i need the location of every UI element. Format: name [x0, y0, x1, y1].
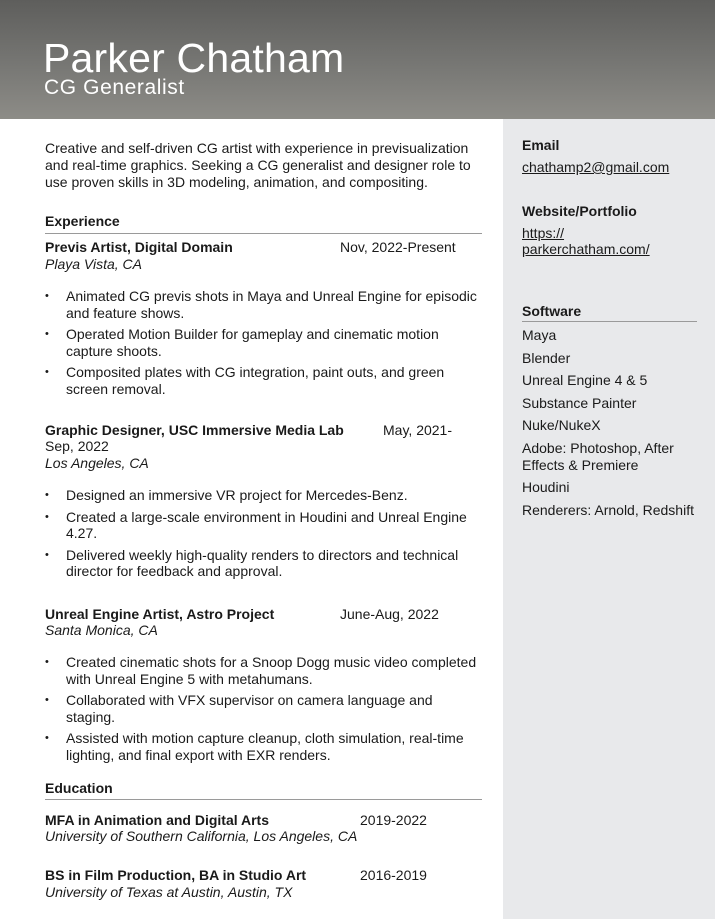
- software-item: Blender: [522, 349, 571, 366]
- candidate-name: Parker Chatham: [43, 35, 345, 81]
- contact-sidebar: [503, 119, 715, 919]
- software-item: Unreal Engine 4 & 5: [522, 372, 648, 388]
- bullet-item: • Collaborated with VFX supervisor on camera language and staging.: [45, 692, 480, 725]
- degree-title: MFA in Animation and Digital Arts: [45, 812, 269, 828]
- degree-title: BS in Film Production, BA in Studio Art: [45, 867, 307, 883]
- job-title: Graphic Designer, USC Immersive Media Lab: [45, 422, 344, 438]
- job-title: Previs Artist, Digital Domain: [45, 239, 233, 255]
- website-link-line1[interactable]: https://: [522, 225, 565, 241]
- email-label: Email: [522, 137, 560, 153]
- software-label: Software: [522, 303, 582, 319]
- website-label: Website/Portfolio: [522, 203, 637, 219]
- software-item: Substance Painter: [522, 394, 637, 411]
- job-dates-end: Sep, 2022: [45, 438, 109, 454]
- job-dates-start: May, 2021-: [383, 422, 452, 438]
- job-title: Unreal Engine Artist, Astro Project: [45, 606, 275, 622]
- degree-dates: 2016-2019: [360, 867, 427, 883]
- school-name: University of Southern California, Los Angeles, CA: [45, 828, 358, 844]
- job-location: Santa Monica, CA: [45, 622, 158, 638]
- bullet-item: • Animated CG previs shots in Maya and Unreal Engine for episodic and feature shows.: [45, 288, 480, 321]
- software-item: Renderers: Arnold, Redshift: [522, 501, 694, 518]
- bullet-item: • Operated Motion Builder for gameplay and cinematic motion capture shoots.: [45, 326, 480, 359]
- bullet-item: • Created cinematic shots for a Snoop Dogg music video completed with Unreal Engine 5 with metahumans.: [45, 654, 480, 687]
- software-item: Maya: [522, 327, 557, 343]
- education-divider: [45, 799, 482, 800]
- bullet-item: • Created a large-scale environment in Houdini and Unreal Engine 4.27.: [45, 509, 480, 542]
- bullet-item: • Assisted with motion capture cleanup, cloth simulation, real-time lighting, and final export with EXR renders.: [45, 730, 480, 763]
- job-location: Playa Vista, CA: [45, 256, 143, 272]
- job-dates: Nov, 2022-Present: [340, 239, 456, 255]
- software-item: Adobe: Photoshop, After Effects & Premiere: [522, 439, 674, 473]
- experience-divider: [45, 233, 482, 234]
- bullet-item: • Composited plates with CG integration, paint outs, and green screen removal.: [45, 364, 480, 397]
- education-heading: Education: [45, 780, 113, 796]
- bullet-item: • Delivered weekly high-quality renders to directors and technical director for feedback and approval.: [45, 547, 480, 580]
- degree-dates: 2019-2022: [360, 812, 427, 828]
- bullet-item: • Designed an immersive VR project for Mercedes-Benz.: [45, 487, 480, 504]
- summary-paragraph: Creative and self-driven CG artist with experience in previsualization and real-time graphics. Seeking a CG generalist and designer role to use proven skills in 3D modeling, animation, and compositing.: [45, 140, 471, 190]
- job-bullets: [45, 487, 480, 585]
- school-name: University of Texas at Austin, Austin, TX: [45, 884, 293, 900]
- job-bullets: [45, 288, 480, 402]
- website-link-line2[interactable]: parkerchatham.com/: [522, 241, 650, 257]
- job-location: Los Angeles, CA: [45, 455, 149, 471]
- header-banner: [0, 0, 715, 119]
- software-item: Houdini: [522, 479, 570, 495]
- email-link[interactable]: chathamp2@gmail.com: [522, 159, 670, 175]
- candidate-title: CG Generalist: [44, 76, 185, 99]
- job-dates: June-Aug, 2022: [340, 606, 439, 622]
- job-bullets: [45, 654, 480, 768]
- software-divider: [522, 321, 697, 322]
- experience-heading: Experience: [45, 213, 120, 229]
- software-list: [522, 327, 702, 524]
- software-item: Nuke/NukeX: [522, 417, 601, 433]
